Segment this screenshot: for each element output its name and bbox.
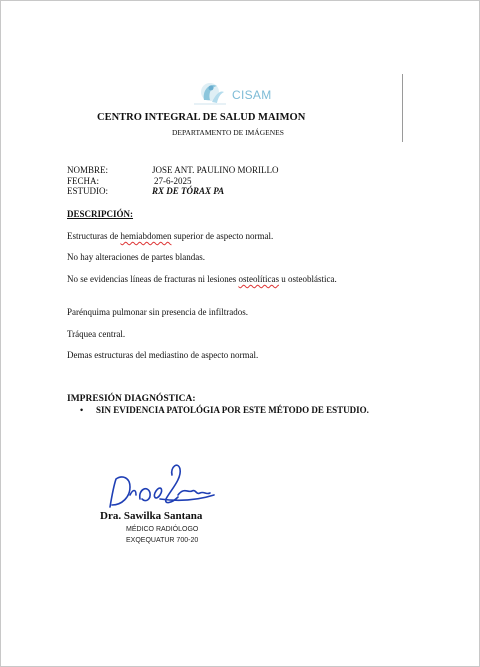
date-label: FECHA: — [67, 176, 100, 186]
logo-wordmark: CISAM — [232, 88, 272, 102]
finding-paragraph: Parénquima pulmonar sin presencia de infiltrados. — [67, 307, 248, 317]
name-value: JOSE ANT. PAULINO MORILLO — [152, 165, 279, 175]
finding-text: superior de aspecto normal. — [171, 231, 274, 241]
clinic-name: CENTRO INTEGRAL DE SALUD MAIMON — [97, 112, 306, 123]
doctor-name: Dra. Sawilka Santana — [100, 510, 203, 522]
bullet-icon: • — [80, 405, 84, 415]
finding-paragraph: Demas estructuras del mediastino de aspecto normal. — [67, 350, 259, 360]
finding-paragraph: No hay alteraciones de partes blandas. — [67, 252, 205, 262]
date-value: 27-6-2025 — [154, 176, 192, 186]
finding-paragraph — [67, 274, 397, 285]
study-label: ESTUDIO: — [67, 186, 108, 196]
doctor-title: MÉDICO RADIÓLOGO — [126, 526, 199, 533]
finding-text: No se evidencias líneas de fracturas ni lesiones — [67, 274, 239, 284]
spellcheck-word: osteolíticas — [238, 274, 279, 284]
impression-text: SIN EVIDENCIA PATOLÓGIA POR ESTE MÉTODO DE ESTUDIO. — [96, 405, 369, 415]
spellcheck-word: hemiabdomen — [120, 231, 172, 241]
impression-heading: IMPRESIÓN DIAGNÓSTICA: — [67, 394, 196, 404]
finding-text: u osteoblástica. — [278, 274, 337, 284]
finding-text: Estructuras de — [67, 231, 121, 241]
handwritten-signature — [100, 455, 220, 515]
doctor-exequatur: EXQEQUATUR 700-20 — [126, 537, 199, 544]
finding-paragraph: Tráquea central. — [67, 329, 126, 339]
study-value: RX DE TÓRAX PA — [152, 186, 225, 196]
name-label: NOMBRE: — [67, 165, 109, 175]
department-name: DEPARTAMENTO DE IMÁGENES — [172, 128, 284, 137]
finding-paragraph — [67, 231, 397, 242]
description-heading: DESCRIPCIÓN: — [67, 209, 134, 219]
text-cursor — [402, 74, 403, 142]
